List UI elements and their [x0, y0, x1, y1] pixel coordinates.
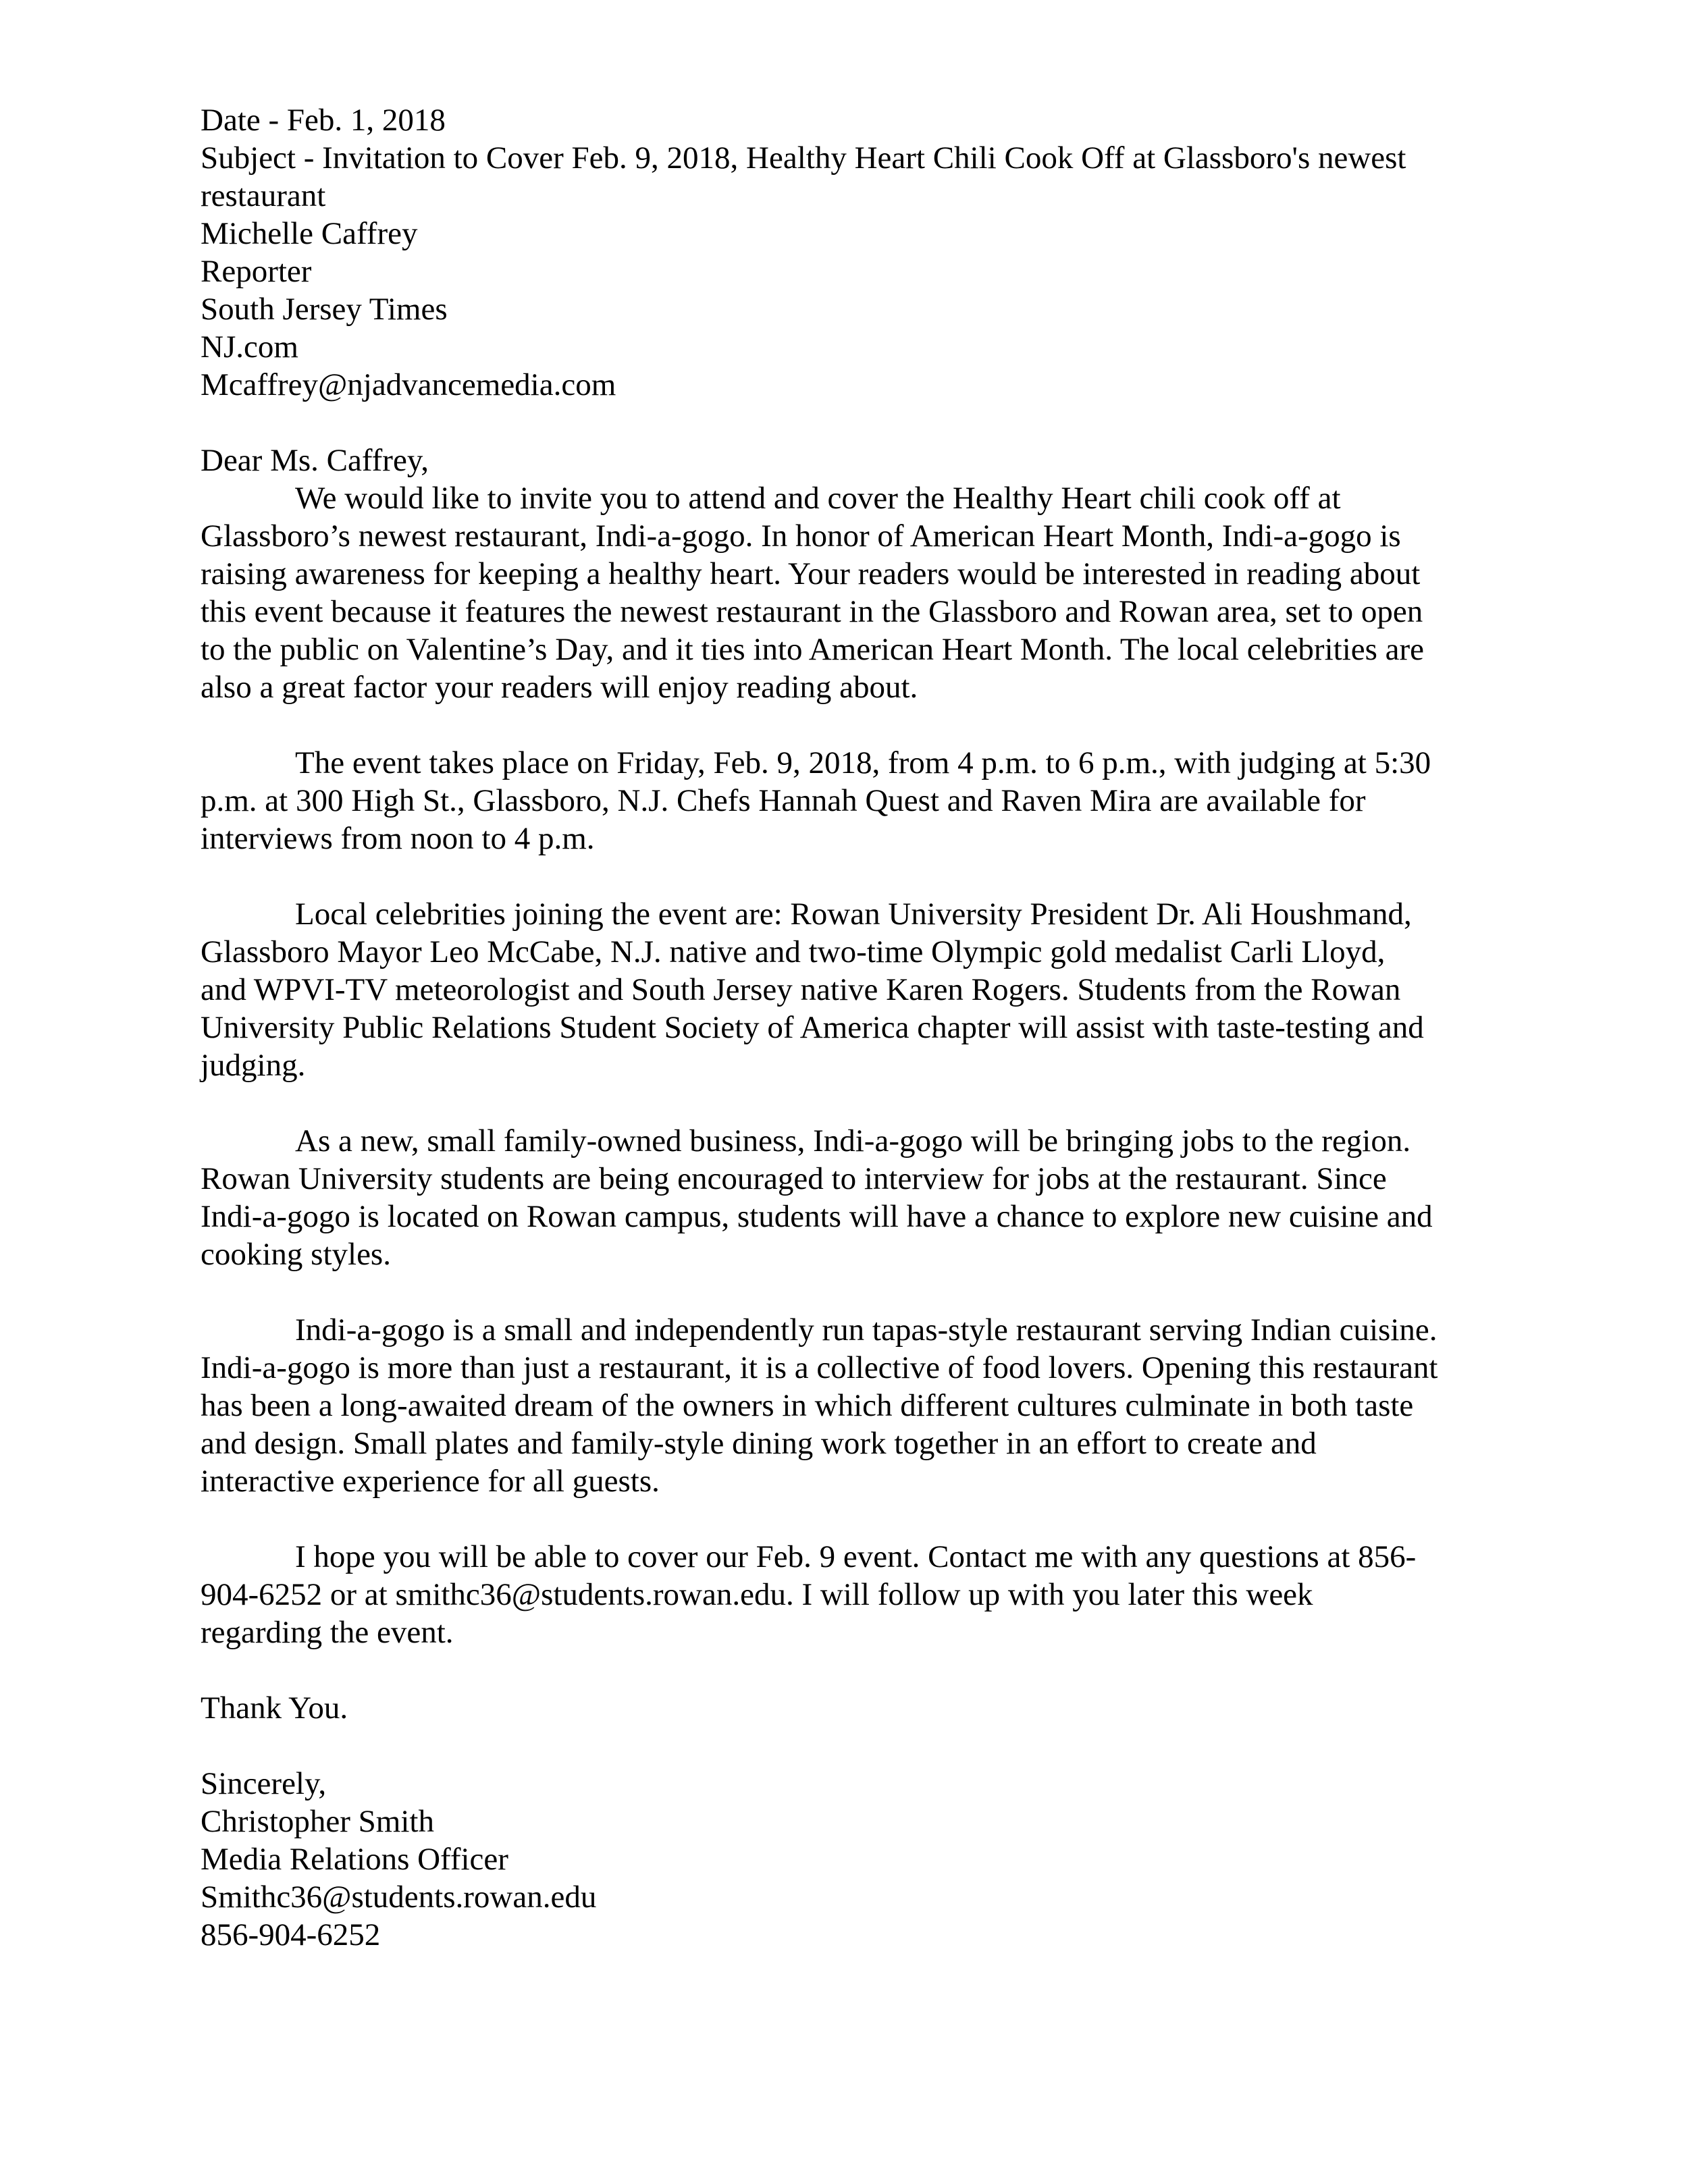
salutation: Dear Ms. Caffrey, [201, 443, 429, 478]
paragraph-event-details [201, 744, 1517, 857]
subject-line: Subject - Invitation to Cover Feb. 9, 2018, Healthy Heart Chili Cook Off at Glassboro's newest [201, 140, 1406, 176]
paragraph-line: also a great factor your readers will enjoy reading about. [201, 670, 918, 705]
paragraph-line: raising awareness for keeping a healthy heart. Your readers would be interested in reading about [201, 556, 1421, 591]
subject-line-continued: restaurant [201, 178, 326, 213]
paragraph-line: We would like to invite you to attend and cover the Healthy Heart chili cook off at [295, 481, 1341, 516]
spacer [201, 1727, 1517, 1765]
spacer [201, 857, 1517, 895]
paragraph-line: interactive experience for all guests. [201, 1464, 660, 1499]
recipient-website: NJ.com [201, 329, 298, 365]
signature-block [201, 1765, 1517, 1954]
paragraph-line: cooking styles. [201, 1237, 391, 1272]
letter [201, 101, 1517, 1954]
sender-title: Media Relations Officer [201, 1842, 508, 1877]
paragraph-line: Indi-a-gogo is more than just a restaurant, it is a collective of food lovers. Opening this restaurant [201, 1350, 1438, 1385]
sender-phone: 856-904-6252 [201, 1917, 381, 1952]
paragraph-line: and WPVI-TV meteorologist and South Jersey native Karen Rogers. Students from the Rowan [201, 972, 1401, 1007]
paragraph-line: Rowan University students are being encouraged to interview for jobs at the restaurant. Since [201, 1161, 1387, 1196]
paragraph-line: Local celebrities joining the event are: Rowan University President Dr. Ali Houshmand, [295, 897, 1412, 932]
paragraph-line: The event takes place on Friday, Feb. 9, 2018, from 4 p.m. to 6 p.m., with judging at 5:30 [295, 745, 1431, 780]
date-line: Date - Feb. 1, 2018 [201, 103, 446, 138]
paragraph-restaurant [201, 1311, 1517, 1500]
spacer [201, 1273, 1517, 1311]
paragraph-line: p.m. at 300 High St., Glassboro, N.J. Chefs Hannah Quest and Raven Mira are available for [201, 783, 1366, 818]
paragraph-line: interviews from noon to 4 p.m. [201, 821, 595, 856]
paragraph-line: has been a long-awaited dream of the owners in which different cultures culminate in both taste [201, 1388, 1414, 1423]
spacer [201, 1084, 1517, 1122]
paragraph-line: this event because it features the newest restaurant in the Glassboro and Rowan area, set to open [201, 594, 1423, 629]
paragraph-line: Glassboro’s newest restaurant, Indi-a-gogo. In honor of American Heart Month, Indi-a-gogo is [201, 518, 1401, 554]
paragraph-line: Indi-a-gogo is located on Rowan campus, students will have a chance to explore new cuisine and [201, 1199, 1433, 1234]
spacer [201, 1500, 1517, 1538]
paragraph-line: I hope you will be able to cover our Feb. 9 event. Contact me with any questions at 856- [295, 1539, 1417, 1574]
paragraph-line: and design. Small plates and family-style dining work together in an effort to create and [201, 1426, 1317, 1461]
paragraph-business [201, 1122, 1517, 1273]
recipient-organization: South Jersey Times [201, 292, 448, 327]
recipient-name: Michelle Caffrey [201, 216, 418, 251]
sender-email: Smithc36@students.rowan.edu [201, 1880, 597, 1915]
paragraph-celebrities [201, 895, 1517, 1084]
paragraph-contact [201, 1538, 1517, 1651]
paragraph-line: University Public Relations Student Society of America chapter will assist with taste-testing and [201, 1010, 1424, 1045]
paragraph-line: regarding the event. [201, 1615, 454, 1650]
paragraph-line: As a new, small family-owned business, Indi-a-gogo will be bringing jobs to the region. [295, 1123, 1411, 1158]
paragraph-line: Glassboro Mayor Leo McCabe, N.J. native and two-time Olympic gold medalist Carli Lloyd, [201, 934, 1386, 969]
spacer [201, 404, 1517, 442]
letter-header [201, 101, 1517, 404]
valediction: Sincerely, [201, 1766, 327, 1801]
paragraph-line: 904-6252 or at smithc36@students.rowan.edu. I will follow up with you later this week [201, 1577, 1313, 1612]
paragraph-line: judging. [201, 1048, 306, 1083]
spacer [201, 1651, 1517, 1689]
thanks-line: Thank You. [201, 1690, 348, 1726]
sender-name: Christopher Smith [201, 1804, 434, 1839]
recipient-email: Mcaffrey@njadvancemedia.com [201, 367, 616, 402]
paragraph-line: Indi-a-gogo is a small and independently run tapas-style restaurant serving Indian cuisine. [295, 1312, 1438, 1348]
paragraph-line: to the public on Valentine’s Day, and it ties into American Heart Month. The local celebrities are [201, 632, 1425, 667]
paragraph-invitation [201, 479, 1517, 706]
recipient-title: Reporter [201, 254, 312, 289]
spacer [201, 706, 1517, 744]
